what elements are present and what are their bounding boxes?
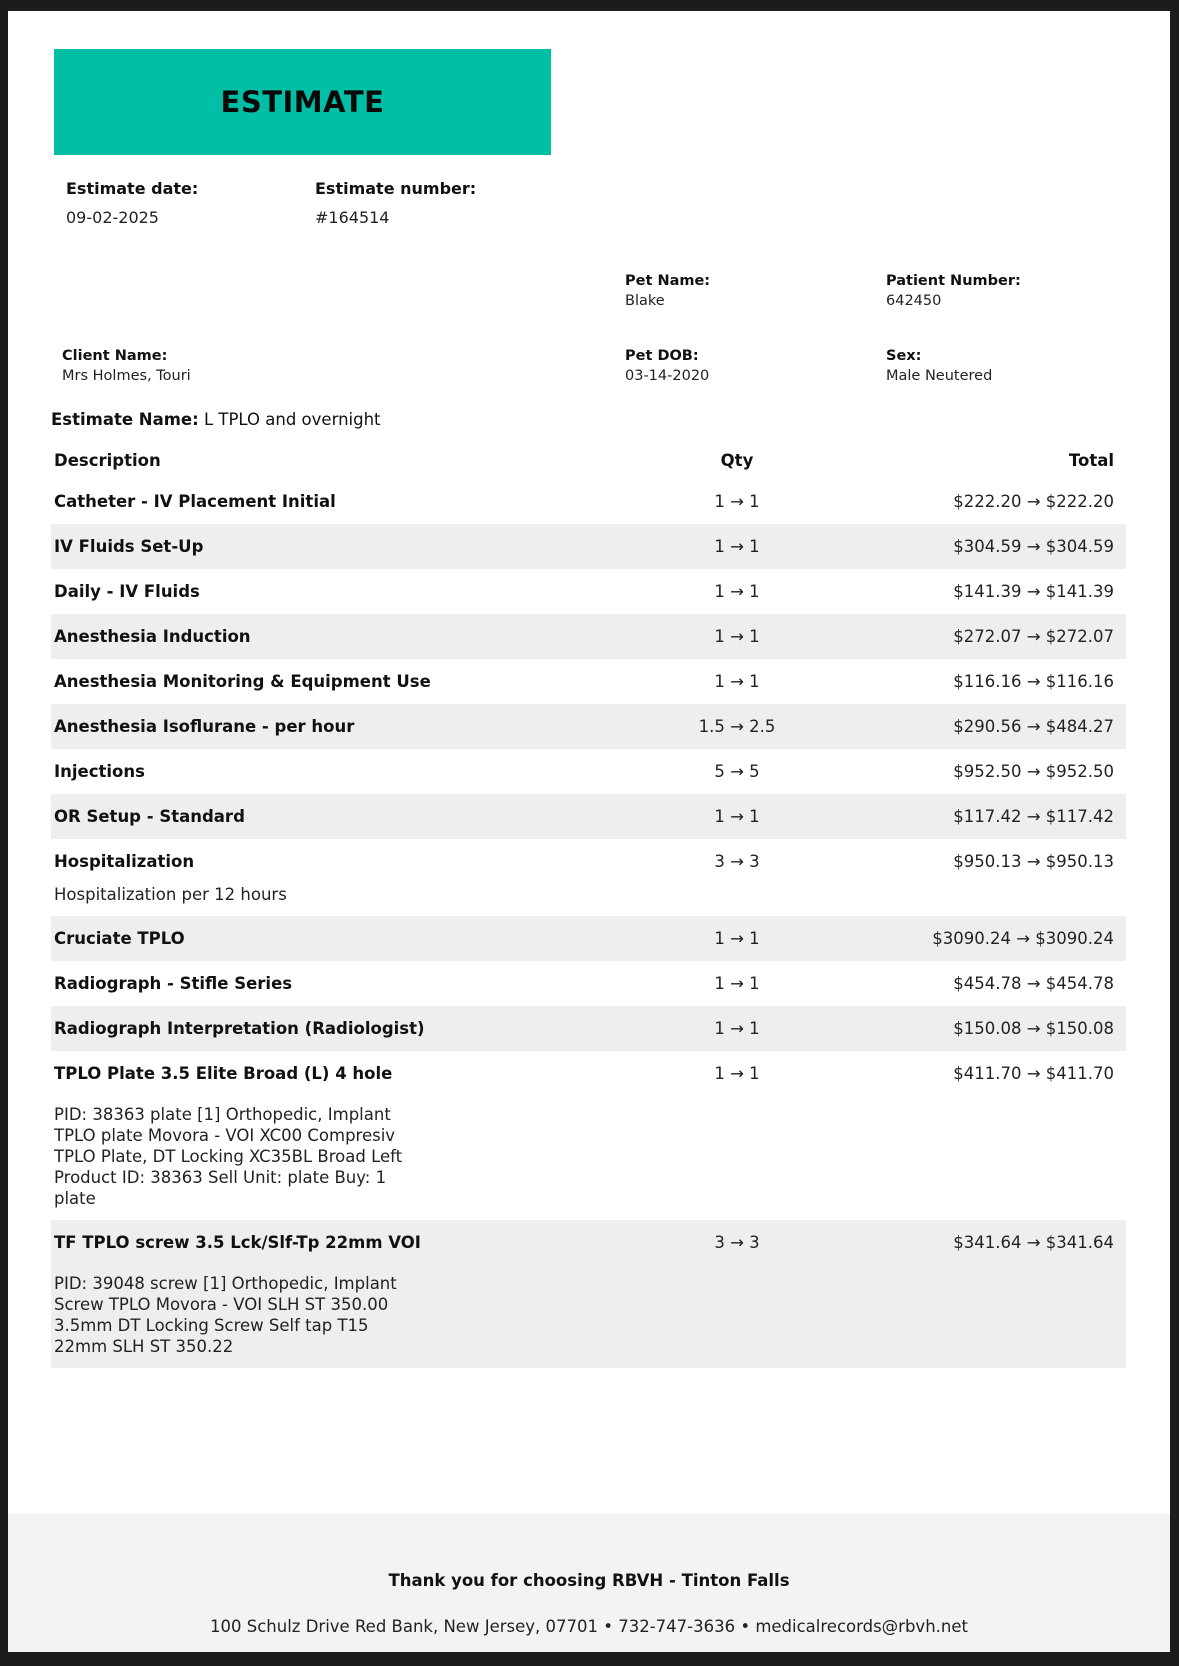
estimate-name-value: L TPLO and overnight bbox=[203, 410, 381, 429]
item-description: TF TPLO screw 3.5 Lck/Slf-Tp 22mm VOI bbox=[54, 1233, 421, 1252]
client-name-value: Mrs Holmes, Touri bbox=[62, 368, 191, 384]
estimate-number-value: #164514 bbox=[315, 208, 390, 227]
patient-number-label: Patient Number: bbox=[886, 273, 1021, 289]
item-total: $116.16 → $116.16 bbox=[953, 672, 1114, 691]
footer-thanks: Thank you for choosing RBVH - Tinton Falls bbox=[388, 1571, 790, 1590]
column-header-total: Total bbox=[1068, 450, 1114, 470]
table-row-main bbox=[51, 749, 1126, 794]
item-description: Cruciate TPLO bbox=[54, 929, 185, 948]
estimate-number-label: Estimate number: bbox=[315, 179, 477, 198]
item-qty: 1 → 1 bbox=[714, 492, 760, 511]
item-description: Daily - IV Fluids bbox=[54, 582, 200, 601]
table-row-main bbox=[51, 839, 1126, 884]
estimate-date-label: Estimate date: bbox=[66, 179, 199, 198]
item-total: $150.08 → $150.08 bbox=[953, 1019, 1114, 1038]
patient-number-block bbox=[886, 273, 1021, 309]
item-qty: 1 → 1 bbox=[714, 929, 760, 948]
item-description: Anesthesia Monitoring & Equipment Use bbox=[54, 672, 431, 691]
item-description: Radiograph Interpretation (Radiologist) bbox=[54, 1019, 425, 1038]
estimate-date-value: 09-02-2025 bbox=[66, 208, 159, 227]
table-row bbox=[51, 659, 1126, 704]
table-row-main bbox=[51, 794, 1126, 839]
table-row-main bbox=[51, 704, 1126, 749]
table-row bbox=[51, 524, 1126, 569]
estimate-page bbox=[8, 11, 1170, 1652]
table-row bbox=[51, 916, 1126, 961]
item-qty: 5 → 5 bbox=[714, 762, 760, 781]
table-row bbox=[51, 1051, 1126, 1220]
item-total: $290.56 → $484.27 bbox=[953, 717, 1114, 736]
estimate-header-banner bbox=[54, 49, 551, 155]
table-body bbox=[51, 479, 1126, 1368]
item-total: $304.59 → $304.59 bbox=[953, 537, 1114, 556]
item-qty: 1 → 1 bbox=[714, 974, 760, 993]
pet-name-block bbox=[625, 273, 710, 309]
table-row-main bbox=[51, 659, 1126, 704]
table-row bbox=[51, 1220, 1126, 1368]
estimate-line-items-table bbox=[51, 441, 1126, 1368]
pet-dob-label: Pet DOB: bbox=[625, 348, 699, 364]
estimate-number-block bbox=[315, 179, 476, 227]
item-qty: 1 → 1 bbox=[714, 807, 760, 826]
item-qty: 1 → 1 bbox=[714, 582, 760, 601]
item-total: $222.20 → $222.20 bbox=[953, 492, 1114, 511]
pet-dob-block bbox=[625, 348, 709, 384]
table-row-main bbox=[51, 479, 1126, 524]
item-qty: 3 → 3 bbox=[714, 852, 760, 871]
item-qty: 1 → 1 bbox=[714, 1019, 760, 1038]
table-row-main bbox=[51, 916, 1126, 961]
column-header-description: Description bbox=[54, 450, 161, 470]
table-row-main bbox=[51, 961, 1126, 1006]
item-description: Catheter - IV Placement Initial bbox=[54, 492, 336, 511]
column-header-qty: Qty bbox=[720, 450, 754, 470]
item-qty: 3 → 3 bbox=[714, 1233, 760, 1252]
table-row bbox=[51, 704, 1126, 749]
table-row bbox=[51, 749, 1126, 794]
page-title: ESTIMATE bbox=[220, 85, 385, 119]
table-row bbox=[51, 1006, 1126, 1051]
client-name-label: Client Name: bbox=[62, 348, 168, 364]
item-description: IV Fluids Set-Up bbox=[54, 537, 204, 556]
pet-name-label: Pet Name: bbox=[625, 273, 711, 289]
sex-value: Male Neutered bbox=[886, 368, 993, 384]
item-total: $3090.24 → $3090.24 bbox=[932, 929, 1114, 948]
item-total: $117.42 → $117.42 bbox=[953, 807, 1114, 826]
table-row-main bbox=[51, 1006, 1126, 1051]
table-row bbox=[51, 614, 1126, 659]
sex-block bbox=[886, 348, 992, 384]
table-row bbox=[51, 839, 1126, 916]
item-total: $411.70 → $411.70 bbox=[953, 1064, 1114, 1083]
item-description: OR Setup - Standard bbox=[54, 807, 245, 826]
item-total: $454.78 → $454.78 bbox=[953, 974, 1114, 993]
item-description: Radiograph - Stifle Series bbox=[54, 974, 293, 993]
item-note: PID: 38363 plate [1] Orthopedic, Implant TPLO plate Movora - VOI XC00 Compresiv TPLO Plate, DT Locking XC35BL Broad Left Product ID: 38363 Sell Unit: plate Buy: 1 plate bbox=[54, 1105, 403, 1208]
pet-name-value: Blake bbox=[625, 293, 665, 309]
item-note: PID: 39048 screw [1] Orthopedic, Implant Screw TPLO Movora - VOI SLH ST 350.00 3.5mm DT Locking Screw Self tap T15 22mm SLH ST 350.22 bbox=[54, 1274, 397, 1356]
table-row bbox=[51, 479, 1126, 524]
item-qty: 1 → 1 bbox=[714, 1064, 760, 1083]
table-header bbox=[51, 441, 1126, 479]
table-row-main bbox=[51, 1051, 1126, 1096]
item-description: Injections bbox=[54, 762, 145, 781]
footer bbox=[8, 1514, 1170, 1652]
item-total: $341.64 → $341.64 bbox=[953, 1233, 1114, 1252]
pet-dob-value: 03-14-2020 bbox=[625, 368, 710, 384]
item-qty: 1 → 1 bbox=[714, 672, 760, 691]
item-note: Hospitalization per 12 hours bbox=[54, 885, 287, 904]
table-row bbox=[51, 569, 1126, 614]
footer-contact-info: 100 Schulz Drive Red Bank, New Jersey, 07701 • 732-747-3636 • medicalrecords@rbvh.net bbox=[210, 1617, 968, 1636]
estimate-name-label: Estimate Name: bbox=[51, 410, 199, 429]
table-row bbox=[51, 961, 1126, 1006]
table-row-main bbox=[51, 614, 1126, 659]
estimate-name bbox=[51, 410, 381, 429]
item-qty: 1.5 → 2.5 bbox=[698, 717, 776, 736]
item-qty: 1 → 1 bbox=[714, 627, 760, 646]
item-description: Hospitalization bbox=[54, 852, 195, 871]
item-total: $272.07 → $272.07 bbox=[953, 627, 1114, 646]
item-total: $952.50 → $952.50 bbox=[953, 762, 1114, 781]
item-description: Anesthesia Isoflurane - per hour bbox=[54, 717, 355, 736]
item-total: $950.13 → $950.13 bbox=[953, 852, 1114, 871]
item-description: Anesthesia Induction bbox=[54, 627, 251, 646]
table-row-main bbox=[51, 569, 1126, 614]
table-row-main bbox=[51, 524, 1126, 569]
client-name-block bbox=[62, 348, 191, 384]
table-row bbox=[51, 794, 1126, 839]
table-row-main bbox=[51, 1220, 1126, 1265]
patient-number-value: 642450 bbox=[886, 293, 942, 309]
item-total: $141.39 → $141.39 bbox=[953, 582, 1114, 601]
sex-label: Sex: bbox=[886, 348, 922, 364]
estimate-date-block bbox=[66, 179, 198, 227]
item-description: TPLO Plate 3.5 Elite Broad (L) 4 hole bbox=[54, 1064, 393, 1083]
item-qty: 1 → 1 bbox=[714, 537, 760, 556]
